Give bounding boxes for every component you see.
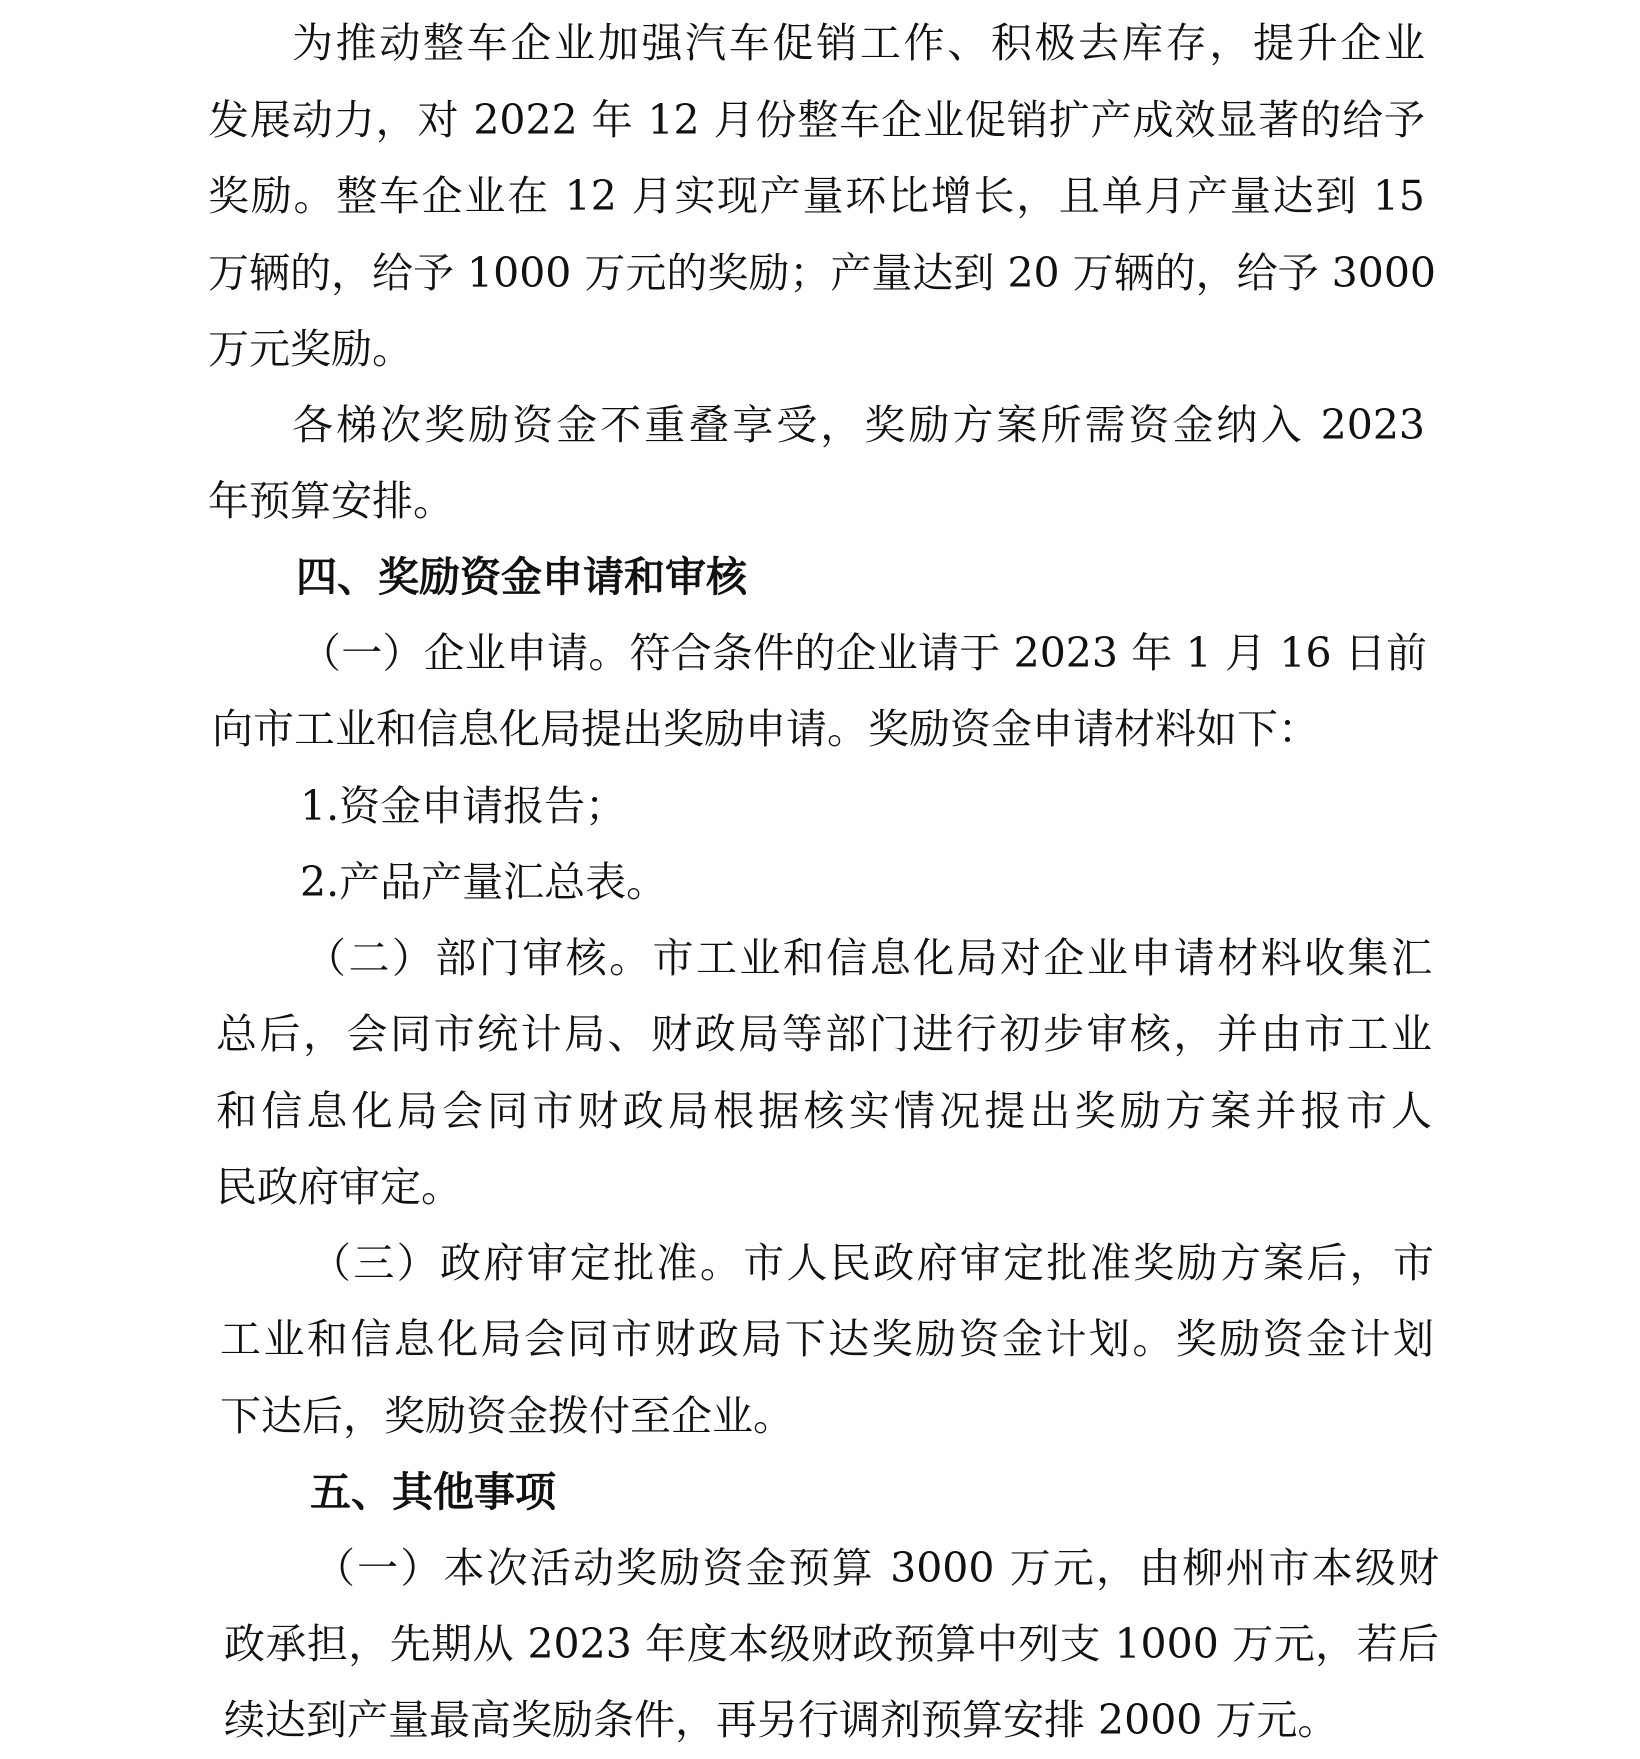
paragraph-1-line-3: 奖励。整车企业在 12 月实现产量环比增长，且单月产量达到 15 <box>208 172 1425 220</box>
item-4-3-line-1: （三）政府审定批准。市人民政府审定批准奖励方案后，市 <box>310 1239 1434 1287</box>
paragraph-1-line-4: 万辆的，给予 1000 万元的奖励；产量达到 20 万辆的，给予 3000 <box>208 249 1437 297</box>
item-4-1-line-1: （一）企业申请。符合条件的企业请于 2023 年 1 月 16 日前 <box>300 629 1427 677</box>
paragraph-2-line-2: 年预算安排。 <box>208 477 454 525</box>
paragraph-1-line-2: 发展动力，对 2022 年 12 月份整车企业促销扩产成效显著的给予 <box>208 96 1425 144</box>
item-4-2-line-2: 总后，会同市统计局、财政局等部门进行初步审核，并由市工业 <box>216 1010 1432 1058</box>
item-4-2-line-1: （二）部门审核。市工业和信息化局对企业申请材料收集汇 <box>305 934 1432 982</box>
item-4-3-line-3: 下达后，奖励资金拨付至企业。 <box>220 1392 794 1440</box>
item-4-2-line-4: 民政府审定。 <box>216 1163 462 1211</box>
item-4-1-line-2: 向市工业和信息化局提出奖励申请。奖励资金申请材料如下： <box>212 705 1319 753</box>
paragraph-1-line-5: 万元奖励。 <box>208 325 413 373</box>
item-5-1-line-3: 续达到产量最高奖励条件，再另行调剂预算安排 2000 万元。 <box>224 1696 1339 1744</box>
paragraph-1-line-1: 为推动整车企业加强汽车促销工作、积极去库存，提升企业 <box>292 19 1425 67</box>
material-1: 1.资金申请报告； <box>300 782 627 830</box>
section-5-heading: 五、其他事项 <box>310 1468 556 1516</box>
section-4-heading: 四、奖励资金申请和审核 <box>296 553 747 601</box>
paragraph-2-line-1: 各梯次奖励资金不重叠享受，奖励方案所需资金纳入 2023 <box>292 401 1425 449</box>
item-5-1-line-1: （一）本次活动奖励资金预算 3000 万元，由柳州市本级财 <box>314 1544 1439 1592</box>
item-4-3-line-2: 工业和信息化局会同市财政局下达奖励资金计划。奖励资金计划 <box>220 1315 1434 1363</box>
item-4-2-line-3: 和信息化局会同市财政局根据核实情况提出奖励方案并报市人 <box>216 1087 1432 1135</box>
material-2: 2.产品产量汇总表。 <box>300 858 668 906</box>
item-5-1-line-2: 政承担，先期从 2023 年度本级财政预算中列支 1000 万元，若后 <box>224 1620 1439 1668</box>
